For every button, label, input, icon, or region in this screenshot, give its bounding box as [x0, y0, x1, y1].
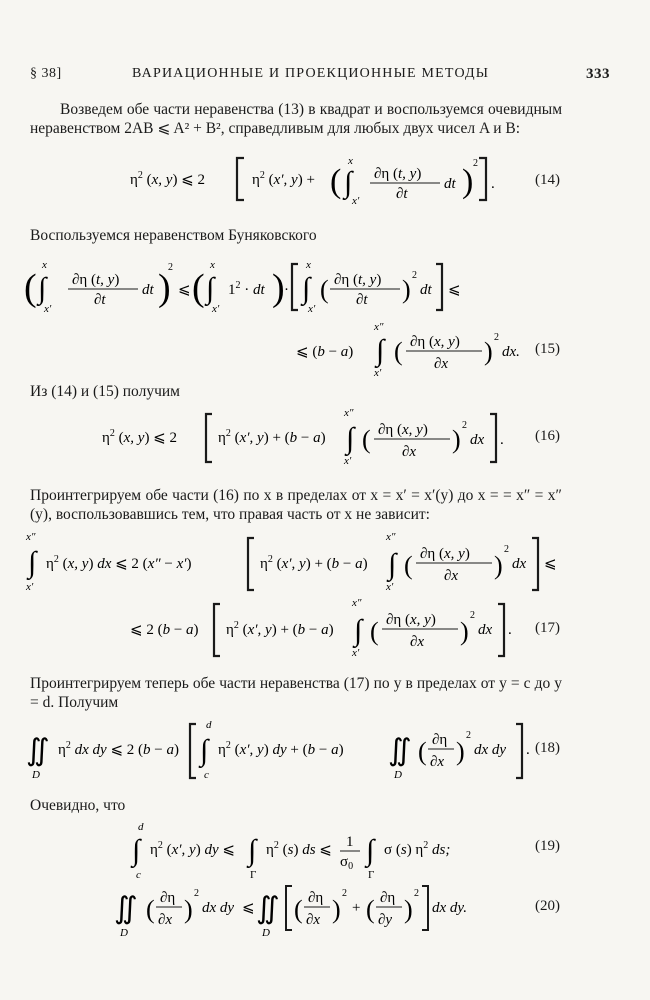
svg-text:∂x: ∂x: [158, 912, 173, 928]
svg-text:η2 (x, y) dx ⩽ 2 (x″ − x′): $\eta^2$ (x, y) dx ⩽ 2 (x″ − x′): [46, 554, 192, 572]
equation-14: [30, 150, 590, 206]
svg-text:x′: x′: [352, 647, 360, 659]
svg-text:dx.: dx.: [502, 344, 520, 360]
svg-text:dt: dt: [444, 176, 456, 192]
svg-text:η2 (x′, y) + (b − a): $\eta^2$ (x′, y) + (b − a): [226, 620, 334, 638]
svg-text:dt: dt: [142, 282, 154, 298]
svg-text:∫: ∫: [200, 734, 209, 767]
equation-16: [100, 404, 520, 468]
svg-text:⩽: ⩽: [448, 282, 461, 298]
svg-text:(: (: [330, 163, 342, 200]
svg-text:): ): [272, 267, 285, 309]
svg-text:): ): [462, 163, 474, 200]
svg-text:η2 (x′, y) + (b − a): $\eta^2$ (x′, y) + (b − a): [218, 428, 326, 446]
svg-text:η2 (x′, y) +: $\eta^2$ (x′, y) +: [252, 170, 315, 188]
paragraph-5: Проинтегрируем теперь обе части неравенства (17) по y в пределах от y = c до y = d. Получим: [30, 675, 562, 711]
svg-text:(: (: [320, 275, 329, 304]
svg-text:2: 2: [504, 544, 509, 555]
svg-text:∂y: ∂y: [378, 912, 393, 928]
paragraph-2: Воспользуемся неравенством Буняковского: [30, 227, 317, 244]
svg-text:): ): [460, 617, 469, 646]
svg-text:(: (: [366, 895, 375, 924]
svg-text:x′: x′: [44, 303, 52, 315]
section-reference: § 38]: [30, 66, 62, 81]
svg-text:): ): [332, 895, 341, 924]
svg-text:Γ: Γ: [368, 869, 375, 881]
svg-text:x′: x′: [352, 195, 360, 207]
svg-text:σ0: $\sigma_0$: [340, 854, 354, 872]
svg-text:dx: dx: [470, 432, 485, 448]
svg-text:∫: ∫: [344, 166, 353, 199]
svg-text:·: ·: [284, 282, 289, 298]
paragraph-4: Проинтегрируем обе части (16) по x в пределах от x = x′ = x′(y) до x = = x″ = x″(y), воспользовавшись тем, что правая часть от x не зависит:: [30, 487, 562, 523]
svg-text:∬: ∬: [114, 892, 138, 925]
svg-text:η2 dx dy ⩽ 2 (b − a): $\eta^2$ dx dy ⩽ 2 (b − a): [58, 740, 179, 758]
svg-text:∫: ∫: [366, 834, 375, 867]
svg-text:∂η (t, y): ∂η (t, y): [374, 166, 422, 182]
svg-text:.: .: [508, 622, 512, 638]
svg-text:η2 (x, y) ⩽ 2: $\eta^2$ (x, y) ⩽ 2: [130, 170, 206, 188]
svg-text:∫: ∫: [28, 546, 37, 579]
svg-text:dt: dt: [420, 282, 432, 298]
svg-text:.: .: [491, 176, 495, 192]
svg-text:x: x: [348, 155, 353, 167]
svg-text:(: (: [394, 337, 403, 366]
svg-text:+: +: [352, 900, 361, 916]
svg-text:⩽ (b − a): ⩽ (b − a): [296, 344, 354, 360]
svg-text:x″: x″: [352, 597, 362, 609]
svg-text:∫: ∫: [206, 272, 215, 305]
svg-text:D: D: [32, 769, 40, 781]
equation-17-line-2: [128, 594, 548, 662]
equation-17-line-1: [22, 528, 582, 596]
equation-15-line-1: [22, 254, 462, 316]
svg-text:): ): [452, 425, 461, 454]
svg-text:x: x: [210, 259, 215, 271]
svg-text:D: D: [120, 927, 128, 939]
svg-text:x′: x′: [308, 303, 316, 315]
svg-text:x′: x′: [26, 581, 34, 593]
svg-text:∂x: ∂x: [444, 568, 459, 584]
svg-text:): ): [404, 895, 413, 924]
svg-text:x″: x″: [26, 531, 36, 543]
svg-text:D: D: [394, 769, 402, 781]
svg-text:∫: ∫: [248, 834, 257, 867]
svg-text:∂η: ∂η: [380, 890, 396, 906]
svg-text:Γ: Γ: [250, 869, 257, 881]
equation-19: [130, 818, 500, 882]
svg-text:2: 2: [194, 888, 199, 899]
svg-text:∂η: ∂η: [160, 890, 176, 906]
svg-text:2: 2: [473, 158, 478, 169]
svg-text:∬: ∬: [256, 892, 280, 925]
svg-text:⩽: ⩽: [178, 282, 191, 298]
svg-text:∂t: ∂t: [356, 292, 368, 308]
svg-text:c: c: [136, 869, 141, 881]
svg-text:η2 (s) ds ⩽: $\eta^2$ (s) ds ⩽: [266, 840, 332, 858]
equation-number-15: (15): [535, 341, 560, 357]
svg-text:2: 2: [342, 888, 347, 899]
svg-text:⩽: ⩽: [242, 900, 255, 916]
svg-text:(: (: [294, 895, 303, 924]
equation-18: [22, 716, 532, 784]
svg-text:): ): [402, 275, 411, 304]
svg-text:x″: x″: [374, 321, 384, 333]
equation-number-16: (16): [535, 428, 560, 444]
svg-text:c: c: [204, 769, 209, 781]
equation-20: [112, 880, 512, 940]
svg-text:∂t: ∂t: [396, 186, 408, 202]
equation-15-line-2: [290, 318, 550, 380]
equation-number-19: (19): [535, 838, 560, 854]
svg-text:x″: x″: [386, 531, 396, 543]
svg-text:x′: x′: [374, 367, 382, 379]
svg-text:2: 2: [168, 262, 173, 273]
svg-text:): ): [456, 737, 465, 766]
svg-text:∂x: ∂x: [430, 754, 445, 770]
svg-text:D: D: [262, 927, 270, 939]
equation-number-17: (17): [535, 620, 560, 636]
svg-text:x: x: [306, 259, 311, 271]
svg-text:(: (: [404, 551, 413, 580]
page-number: 333: [586, 66, 610, 82]
svg-text:2: 2: [466, 730, 471, 741]
svg-text:∂η (t, y): ∂η (t, y): [334, 272, 382, 288]
svg-text:∂x: ∂x: [402, 444, 417, 460]
svg-text:∂η (x, y): ∂η (x, y): [410, 334, 460, 350]
svg-text:2: 2: [414, 888, 419, 899]
svg-text:.: .: [500, 432, 504, 448]
svg-text:∫: ∫: [388, 548, 397, 581]
svg-text:d: d: [138, 821, 144, 833]
svg-text:1: 1: [346, 834, 354, 850]
paragraph-1: Возведем обе части неравенства (13) в квадрат и воспользуемся очевидным неравенством 2AB ⩽ A² + B², справедливым для любых двух чисел A и B:: [30, 101, 562, 137]
svg-text:η2 (x, y) ⩽ 2: $\eta^2$ (x, y) ⩽ 2: [102, 428, 178, 446]
svg-text:dx: dx: [478, 622, 493, 638]
svg-text:): ): [184, 895, 193, 924]
equation-number-18: (18): [535, 740, 560, 756]
svg-text:dx dy: dx dy: [202, 900, 235, 916]
svg-text:∫: ∫: [302, 272, 311, 305]
svg-text:∬: ∬: [26, 734, 50, 767]
svg-text:x: x: [42, 259, 47, 271]
svg-text:η2 (x′, y) + (b − a): $\eta^2$ (x′, y) + (b − a): [260, 554, 368, 572]
svg-text:η2 (x′, y) dy + (b − a): $\eta^2$ (x′, y) dy + (b − a): [218, 740, 344, 758]
svg-text:∫: ∫: [346, 422, 355, 455]
svg-text:2: 2: [462, 420, 467, 431]
svg-text:(: (: [24, 267, 37, 309]
svg-text:.: .: [526, 742, 530, 758]
equation-number-20: (20): [535, 898, 560, 914]
svg-text:12 · dt: $1^2$ · dt: [228, 280, 265, 298]
svg-text:η2 (x′, y) dy ⩽: $\eta^2$ (x′, y) dy ⩽: [150, 840, 235, 858]
svg-text:x′: x′: [386, 581, 394, 593]
svg-text:dx: dx: [512, 556, 527, 572]
svg-text:): ): [158, 267, 171, 309]
svg-text:(: (: [362, 425, 371, 454]
svg-text:∫: ∫: [376, 334, 385, 367]
svg-text:(: (: [146, 895, 155, 924]
svg-text:∂x: ∂x: [306, 912, 321, 928]
svg-text:⩽ 2 (b − a): ⩽ 2 (b − a): [130, 622, 199, 638]
svg-text:2: 2: [470, 610, 475, 621]
running-title: ВАРИАЦИОННЫЕ И ПРОЕКЦИОННЫЕ МЕТОДЫ: [132, 66, 490, 81]
svg-text:(: (: [192, 267, 205, 309]
svg-text:∂η: ∂η: [308, 890, 324, 906]
svg-text:∫: ∫: [38, 272, 47, 305]
svg-text:x″: x″: [344, 407, 354, 419]
svg-text:dx dy: dx dy: [474, 742, 507, 758]
svg-text:∂x: ∂x: [434, 356, 449, 372]
svg-text:∫: ∫: [132, 834, 141, 867]
svg-text:(: (: [418, 737, 427, 766]
paragraph-6: Очевидно, что: [30, 797, 126, 814]
svg-text:σ (s) η2 ds;: σ (s) $\eta^2$ ds;: [384, 840, 451, 858]
svg-text:∂x: ∂x: [410, 634, 425, 650]
svg-text:∂η: ∂η: [432, 732, 448, 748]
svg-text:∬: ∬: [388, 734, 412, 767]
svg-text:(: (: [370, 617, 379, 646]
svg-text:∂η (x, y): ∂η (x, y): [420, 546, 470, 562]
svg-text:2: 2: [494, 332, 499, 343]
svg-text:∂η (t, y): ∂η (t, y): [72, 272, 120, 288]
svg-text:x′: x′: [212, 303, 220, 315]
svg-text:dx dy.: dx dy.: [432, 900, 467, 916]
svg-text:): ): [494, 551, 503, 580]
paragraph-3: Из (14) и (15) получим: [30, 383, 180, 400]
svg-text:∂t: ∂t: [94, 292, 106, 308]
svg-text:∫: ∫: [354, 614, 363, 647]
svg-text:∂η (x, y): ∂η (x, y): [378, 422, 428, 438]
equation-number-14: (14): [535, 172, 560, 188]
svg-text:d: d: [206, 719, 212, 731]
svg-text:): ): [484, 337, 493, 366]
svg-text:2: 2: [412, 270, 417, 281]
svg-text:⩽: ⩽: [544, 556, 557, 572]
svg-text:∂η (x, y): ∂η (x, y): [386, 612, 436, 628]
svg-text:x′: x′: [344, 455, 352, 467]
